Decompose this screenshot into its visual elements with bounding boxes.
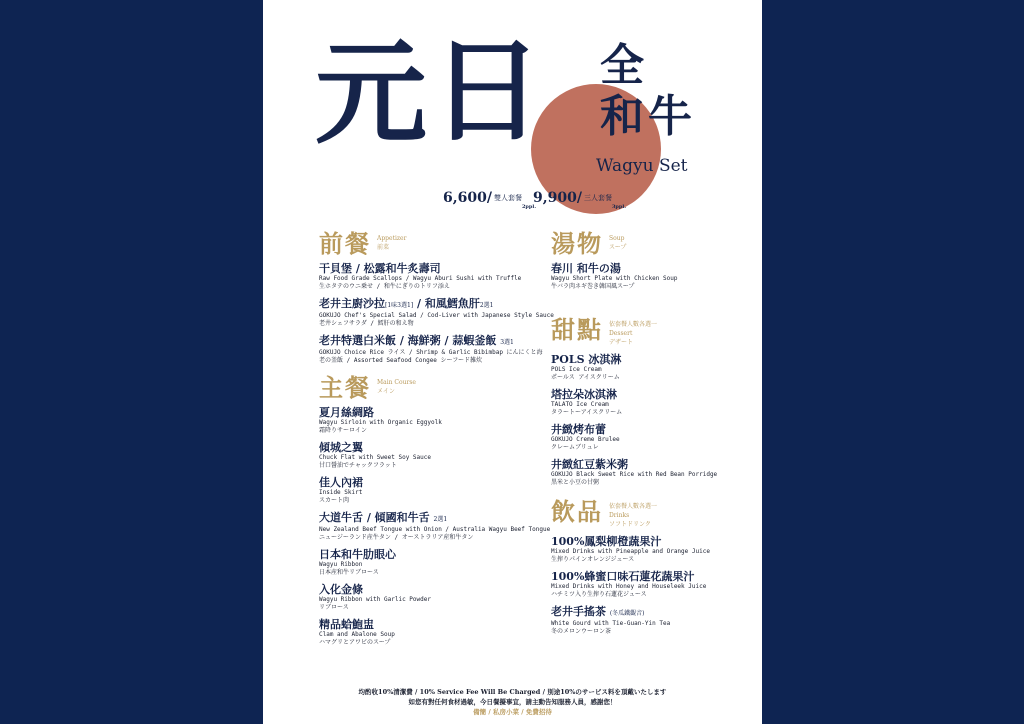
item-desc-en: Mixed Drinks with Honey and Houseleek Juice: [551, 583, 707, 590]
section-appetizer: [319, 229, 554, 365]
footer-service-fee: 均酌收10%清潔費 / 10% Service Fee Will Be Charged / 別途10%のサービス料を頂戴いたします: [358, 688, 667, 696]
menu-item: [319, 618, 550, 647]
menu-item: [319, 548, 550, 577]
item-name-part: 大道牛舌 / 傾國和牛舌: [319, 511, 430, 524]
item-name-part: / 和風鱈魚肝: [413, 297, 480, 310]
section-drinks: [551, 497, 710, 636]
item-desc-en: Raw Food Grade Scallops / Wagyu Aburi Sushi with Truffle: [319, 275, 522, 282]
item-desc-jp: クレームブリュレ: [551, 444, 599, 451]
item-name: [319, 297, 554, 312]
section-sub-en: Dessert: [609, 330, 633, 337]
price-ppl: 3ppl.: [611, 204, 627, 210]
menu-item: [319, 583, 550, 612]
item-desc-en: Wagyu Ribbon: [319, 561, 363, 568]
section-title: 甜點: [551, 315, 603, 344]
menu-item: [319, 262, 554, 291]
menu-item: [319, 441, 550, 470]
item-tag: 3選1: [500, 339, 514, 346]
item-desc-en: POLS Ice Cream: [551, 366, 602, 373]
item-name-part: 老井主廚沙拉: [319, 297, 385, 310]
section-main-course: [319, 373, 551, 647]
item-desc-en: Inside Skirt: [319, 489, 363, 496]
item-name: 井緻烤布蕾: [551, 423, 606, 436]
item-desc-jp: 甘口醤油でチャックフラット: [319, 462, 397, 469]
menu-item: [551, 423, 717, 452]
subtitle-char-3: 牛: [648, 91, 692, 142]
section-subtitle: [377, 378, 416, 396]
item-desc-jp: タラートーアイスクリーム: [551, 409, 623, 416]
section-sub-en: Appetizer: [377, 235, 407, 242]
item-desc-en: Wagyu Ribbon with Garlic Powder: [319, 596, 431, 603]
item-desc-jp: 老井シェフサラダ / 鱈肝の和え物: [319, 320, 414, 327]
menu-item: [319, 334, 554, 365]
footer-allergy-note: 如您有對任何食材過敏，今日餐擬事宜，請主動告知服務人員，感謝您！: [408, 698, 617, 706]
menu-item: [551, 353, 717, 382]
item-desc-en: Wagyu Sirloin with Organic Eggyolk: [319, 419, 442, 426]
section-soup: [551, 229, 678, 291]
item-name: 夏月絲綢路: [319, 406, 374, 419]
section-sub-note: 依套餐人數各選一: [609, 503, 658, 510]
item-desc-jp: ニュージーランド産牛タン / オーストラリア産和牛タン: [319, 534, 474, 541]
item-name: [319, 511, 550, 526]
item-desc-jp: 霜降りサーロイン: [319, 427, 367, 434]
menu-item: [319, 511, 550, 542]
price-label: 三人套餐: [583, 194, 612, 202]
section-sub-en: Main Course: [377, 379, 416, 386]
wagyu-set-title: Wagyu Set: [596, 156, 688, 176]
section-sub-jp: デザート: [609, 339, 634, 346]
item-desc-jp: リブロース: [319, 604, 349, 611]
menu-item: [551, 535, 710, 564]
section-title: 主餐: [319, 373, 371, 402]
item-name: 干貝堡 / 松露和牛炙壽司: [319, 262, 441, 275]
item-desc-en: GOKUJO Choice Rice ライス / Shrimp & Garlic Bibimbap にんにくと海: [319, 349, 543, 356]
menu-item: [551, 570, 710, 599]
section-subtitle: [377, 234, 406, 252]
menu-item: [551, 605, 710, 636]
section-subtitle: [609, 502, 657, 529]
item-name: 佳人內裙: [319, 476, 363, 489]
menu-item: [551, 262, 677, 291]
menu-page: [263, 0, 762, 724]
section-title: 飲品: [551, 497, 603, 526]
item-desc-jp: 冬のメロンウーロン茶: [551, 628, 612, 635]
item-desc-jp: ハマグリとアワビのスープ: [319, 639, 391, 646]
subtitle-char-2: 和: [600, 91, 644, 142]
item-desc-en: Chuck Flat with Sweet Soy Sauce: [319, 454, 431, 461]
item-tag: (冬瓜鐵觀音): [609, 610, 645, 617]
item-name: 傾城之翼: [319, 441, 363, 454]
item-desc-en: New Zealand Beef Tongue with Onion / Australia Wagyu Beef Tongue: [319, 526, 551, 533]
menu-item: [551, 388, 717, 417]
item-name: 日本和牛肋眼心: [319, 548, 396, 561]
item-desc-jp: 黒米と小豆の甘粥: [551, 479, 600, 486]
item-name: 井緻紅豆紫米粥: [551, 458, 628, 471]
section-sub-jp: メイン: [377, 388, 395, 395]
item-desc-en: TALATO Ice Cream: [551, 401, 609, 408]
section-sub-en: Drinks: [609, 512, 630, 519]
item-desc-jp: 牛バラ肉ネギ巻き韓国風スープ: [551, 283, 635, 290]
item-desc-jp: 老の釜飯 / Assorted Seafood Congee シーフード雑炊: [319, 357, 483, 364]
item-name-part: 老井特選白米飯 / 海鮮粥 / 蒜蝦釜飯: [319, 334, 497, 347]
section-sub-jp: ソフトドリンク: [609, 521, 651, 528]
price-amount: 9,900/: [533, 190, 582, 206]
footer-side-dishes: 備簡 / 私房小菜 / 免費招待: [473, 708, 552, 716]
item-name: 100%鳳梨柳橙蔬果汁: [551, 535, 662, 548]
price-label: 雙人套餐: [493, 194, 522, 202]
price-ppl: 2ppl.: [521, 204, 537, 210]
section-sub-en: Soup: [609, 235, 625, 242]
item-desc-jp: 生搾りパインオレンジジュース: [551, 556, 635, 563]
subtitle-char-1: 全: [600, 40, 644, 91]
item-name: [551, 605, 710, 620]
section-sub-jp: スープ: [609, 244, 627, 251]
item-desc-en: GOKUJO Creme Brulee: [551, 436, 620, 443]
item-desc-en: Wagyu Short Plate with Chicken Soup: [551, 275, 678, 282]
section-title: 前餐: [319, 229, 371, 258]
section-title: 湯物: [551, 229, 603, 258]
item-name: 100%蜂蜜口味石蓮花蔬果汁: [551, 570, 695, 583]
item-tag: 2選1: [479, 302, 494, 309]
item-name: 春川 和牛の湯: [551, 262, 621, 275]
item-name: POLS 冰淇淋: [551, 353, 622, 366]
menu-item: [319, 406, 550, 435]
item-desc-jp: ハチミツ入り生搾り石蓮花ジュース: [551, 591, 647, 598]
section-dessert: [551, 315, 718, 487]
item-tag: [1味3選1]: [385, 302, 414, 309]
item-desc-jp: 生ホタテのウニ乗せ / 和牛にぎりのトリフ添え: [319, 283, 450, 290]
item-tag: 2選1: [433, 516, 448, 523]
item-desc-jp: スカート肉: [319, 497, 350, 504]
item-desc-en: GOKUJO Chef's Special Salad / Cod-Liver with Japanese Style Sauce: [319, 312, 554, 319]
item-name: [319, 334, 554, 349]
item-name-part: 老井手搖茶: [551, 605, 606, 618]
item-desc-jp: 日本産和牛リブロース: [319, 569, 379, 576]
item-desc-jp: ポールス アイスクリーム: [551, 374, 620, 381]
section-sub-note: 依套餐人數各選一: [609, 321, 658, 328]
item-desc-en: White Gourd with Tie-Guan-Yin Tea: [551, 620, 671, 627]
price-amount: 6,600/: [443, 190, 492, 206]
item-desc-en: Clam and Abalone Soup: [319, 631, 395, 638]
menu-item: [319, 297, 554, 328]
price-three-person: [533, 190, 627, 210]
section-subtitle: [609, 234, 626, 252]
menu-item: [319, 476, 550, 505]
item-name: 精品蛤鮑盅: [319, 618, 374, 631]
item-name: 入化金條: [319, 583, 363, 596]
section-sub-jp: 前菜: [377, 244, 390, 251]
item-name: 塔拉朵冰淇淋: [551, 388, 617, 401]
item-desc-en: Mixed Drinks with Pineapple and Orange Juice: [551, 548, 710, 555]
title-char-1: 元: [315, 28, 427, 159]
menu-item: [551, 458, 717, 487]
title-char-2: 日: [431, 26, 543, 157]
section-subtitle: [609, 320, 657, 347]
item-desc-en: GOKUJO Black Sweet Rice with Red Bean Porridge: [551, 471, 718, 478]
price-two-person: [443, 190, 537, 210]
